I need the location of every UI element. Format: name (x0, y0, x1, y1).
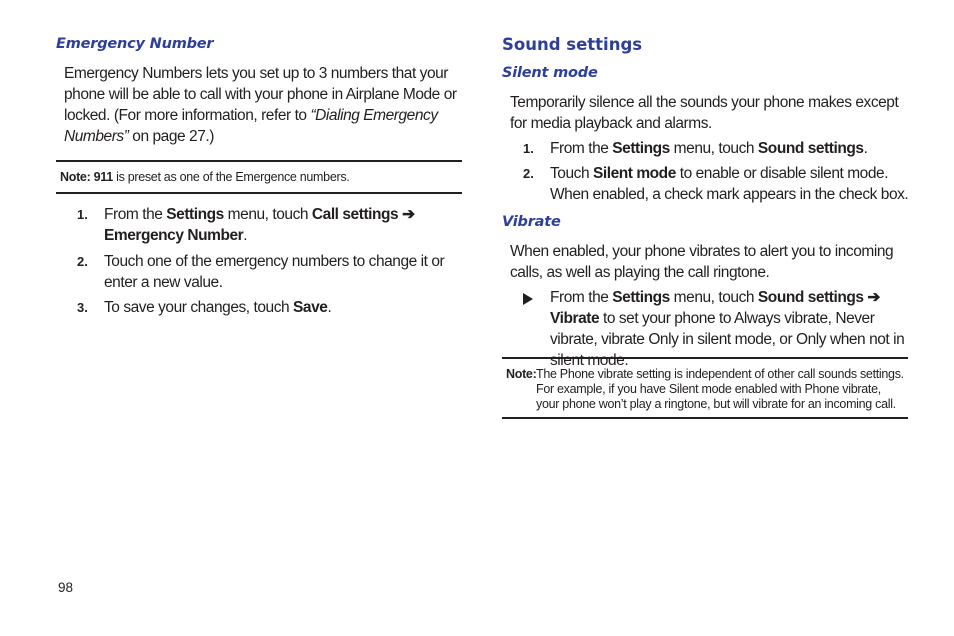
dialing-emergency-link-text: “Dialing Emergency Numbers” (64, 107, 438, 145)
silent-step-1: 1. From the Settings menu, touch Sound settings. (523, 140, 868, 157)
vibrate-heading: Vibrate (502, 214, 561, 230)
vibrate-bullet: From the Settings menu, touch Sound settings ➔ Vibrate to set your phone to Always vibrate, Never vibrate, vibrate Only in silent mode, or Only when not in silent mode. (502, 287, 910, 351)
emergency-note: Note: 911 is preset as one of the Emergence numbers. (56, 160, 462, 194)
triangle-right-icon (523, 288, 533, 309)
silent-mode-heading: Silent mode (502, 65, 598, 81)
emergency-step-3: 3. To save your changes, touch Save. (77, 299, 332, 316)
emergency-step-2: 2. Touch one of the emergency numbers to change it or enter a new value. (77, 253, 445, 291)
sound-settings-title: Sound settings (502, 35, 643, 54)
vibrate-note: Note: The Phone vibrate setting is independent of other call sounds settings. For example, if you have Silent mode enabled with Phone vibrate, your phone won’t play a ringtone, but will vibrate for an incoming call. (502, 357, 908, 419)
emergency-step-1: 1. From the Settings menu, touch Call settings ➔ Emergency Number. (77, 206, 415, 244)
silent-step-2: 2. Touch Silent mode to enable or disable silent mode. When enabled, a check mark appears in the check box. (523, 165, 909, 203)
emergency-number-heading: Emergency Number (56, 36, 214, 52)
emergency-number-intro: Emergency Numbers lets you set up to 3 numbers that your phone will be able to call with your phone in Airplane Mode or locked. (For more information, refer to “Dialing Emergency Numbers” on page 27.) (64, 65, 457, 145)
silent-mode-intro: Temporarily silence all the sounds your phone makes except for media playback and alarms. (510, 94, 899, 132)
page-number: 98 (58, 580, 74, 595)
vibrate-intro: When enabled, your phone vibrates to alert you to incoming calls, as well as playing the call ringtone. (510, 243, 894, 281)
